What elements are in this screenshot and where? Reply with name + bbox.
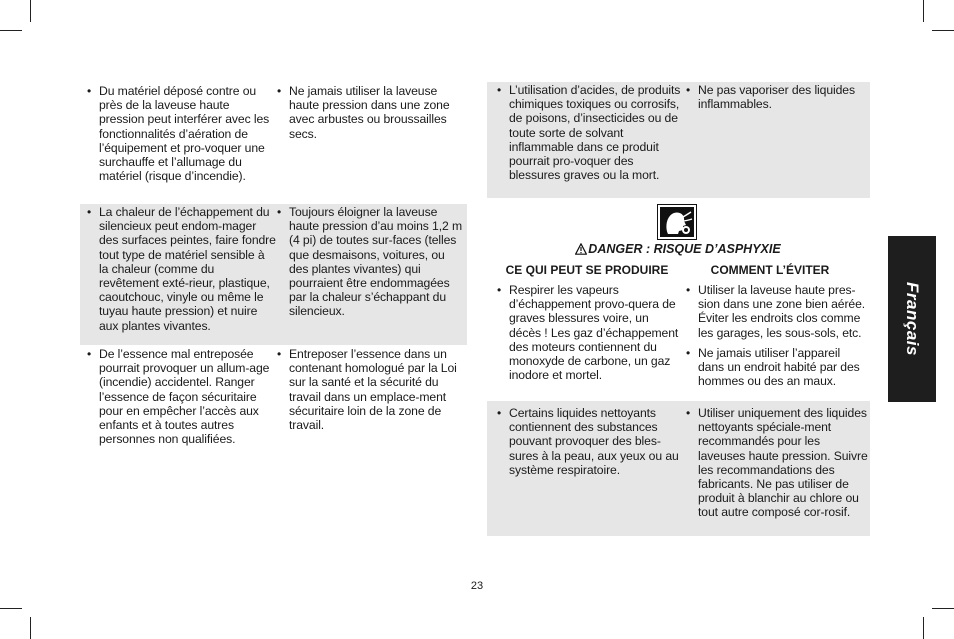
crop-mark (932, 30, 954, 31)
prevention-text: • Ne jamais utiliser l’appareil dans un endroit habité par des hommes ou des an maux. (686, 346, 868, 389)
hazard-cell (497, 406, 683, 534)
column-header-prevention: COMMENT L’ÉVITER (710, 263, 830, 277)
prevention-cell (277, 84, 467, 204)
hazard-text: • Respirer les vapeurs d’échappement provo-quera de graves blessures voire, un décès ! Les gaz d’échappement des moteurs contiennent du monoxyde de carbone, un gaz inodore et mortel. (497, 283, 683, 382)
hazard-text: • L’utilisation d’acides, de produits chimiques toxiques ou corrosifs, de poisons, d’insecticides ou de toute sorte de solvant inflammable dans ce produit pourrait pro-voquer des blessures graves ou la mort. (497, 83, 683, 182)
prevention-cell (686, 406, 868, 534)
prevention-text: • Utiliser la laveuse haute pres-sion dans une zone bien aérée. Éviter les endroits clos comme les garages, les sous-sols, etc. (686, 283, 868, 340)
language-tab-label: Français (903, 282, 922, 356)
hazard-text: • La chaleur de l’échappement du silencieux peut endom-mager des surfaces peintes, faire fondre tout type de matériel sensible à la chaleur (comme du revêtement exté-rieur, plastique, caoutchouc, vinyle ou même le tuyau haute pression) et nuire aux plantes vivantes. (87, 205, 277, 333)
hazard-cell (87, 205, 277, 345)
column-header-hazard: CE QUI PEUT SE PRODUIRE (505, 263, 669, 277)
warning-triangle-icon (575, 243, 587, 258)
crop-mark (0, 30, 22, 31)
hazard-text: • Certains liquides nettoyants contiennent des substances pouvant provoquer des bles-sures à la peau, aux yeux ou au système respiratoire. (497, 406, 683, 477)
language-tab (888, 236, 936, 402)
prevention-cell (686, 83, 868, 198)
hazard-text: • De l’essence mal entreposée pourrait provoquer un allum-age (incendie) accidentel. Ranger l’essence de façon sécuritaire pour en empêcher l’accès aux enfants et à toutes autres personnes non qualifiées. (87, 347, 277, 446)
crop-mark (0, 608, 22, 609)
prevention-text: • Ne jamais utiliser la laveuse haute pression dans une zone avec arbustes ou broussailles secs. (277, 84, 467, 141)
page-number: 23 (470, 580, 484, 592)
crop-mark (30, 0, 31, 22)
prevention-cell (686, 283, 868, 398)
danger-heading-text: DANGER : RISQUE D’ASPHYXIE (588, 242, 781, 256)
crop-mark (30, 617, 31, 639)
crop-mark (923, 0, 924, 22)
hazard-text: • Du matériel déposé contre ou près de la laveuse haute pression peut interférer avec les fonctionnalités d’aération de l’équipement et pro-voquer une surchauffe et l’allumage du matériel (risque d’incendie). (87, 84, 277, 183)
hazard-cell (87, 84, 277, 204)
hazard-cell (497, 83, 683, 198)
hazard-cell (87, 347, 277, 467)
prevention-text: • Utiliser uniquement des liquides nettoyants spéciale-ment recommandés pour les laveuses haute pression. Suivre les recommandations des fabricants. Ne pas utiliser de produit à blanchir au chlore ou tout autre composé cor-rosif. (686, 406, 868, 520)
prevention-text: • Entreposer l’essence dans un contenant homologué par la Loi sur la santé et la sécurité du travail dans un emplace-ment sécuritaire loin de la zone de travail. (277, 347, 467, 432)
danger-heading (487, 242, 869, 258)
prevention-cell (277, 347, 467, 467)
respiratory-hazard-icon (657, 204, 697, 245)
prevention-text: • Ne pas vaporiser des liquides inflammables. (686, 83, 868, 111)
crop-mark (932, 608, 954, 609)
prevention-text: • Toujours éloigner la laveuse haute pression d’au moins 1,2 m (4 pi) de toutes sur-faces (telles que desmaisons, voitures, ou des plantes vivantes) qui pourraient être endommagées par la chaleur s’échappant du silencieux. (277, 205, 467, 319)
prevention-cell (277, 205, 467, 345)
crop-mark (923, 617, 924, 639)
hazard-cell (497, 283, 683, 398)
